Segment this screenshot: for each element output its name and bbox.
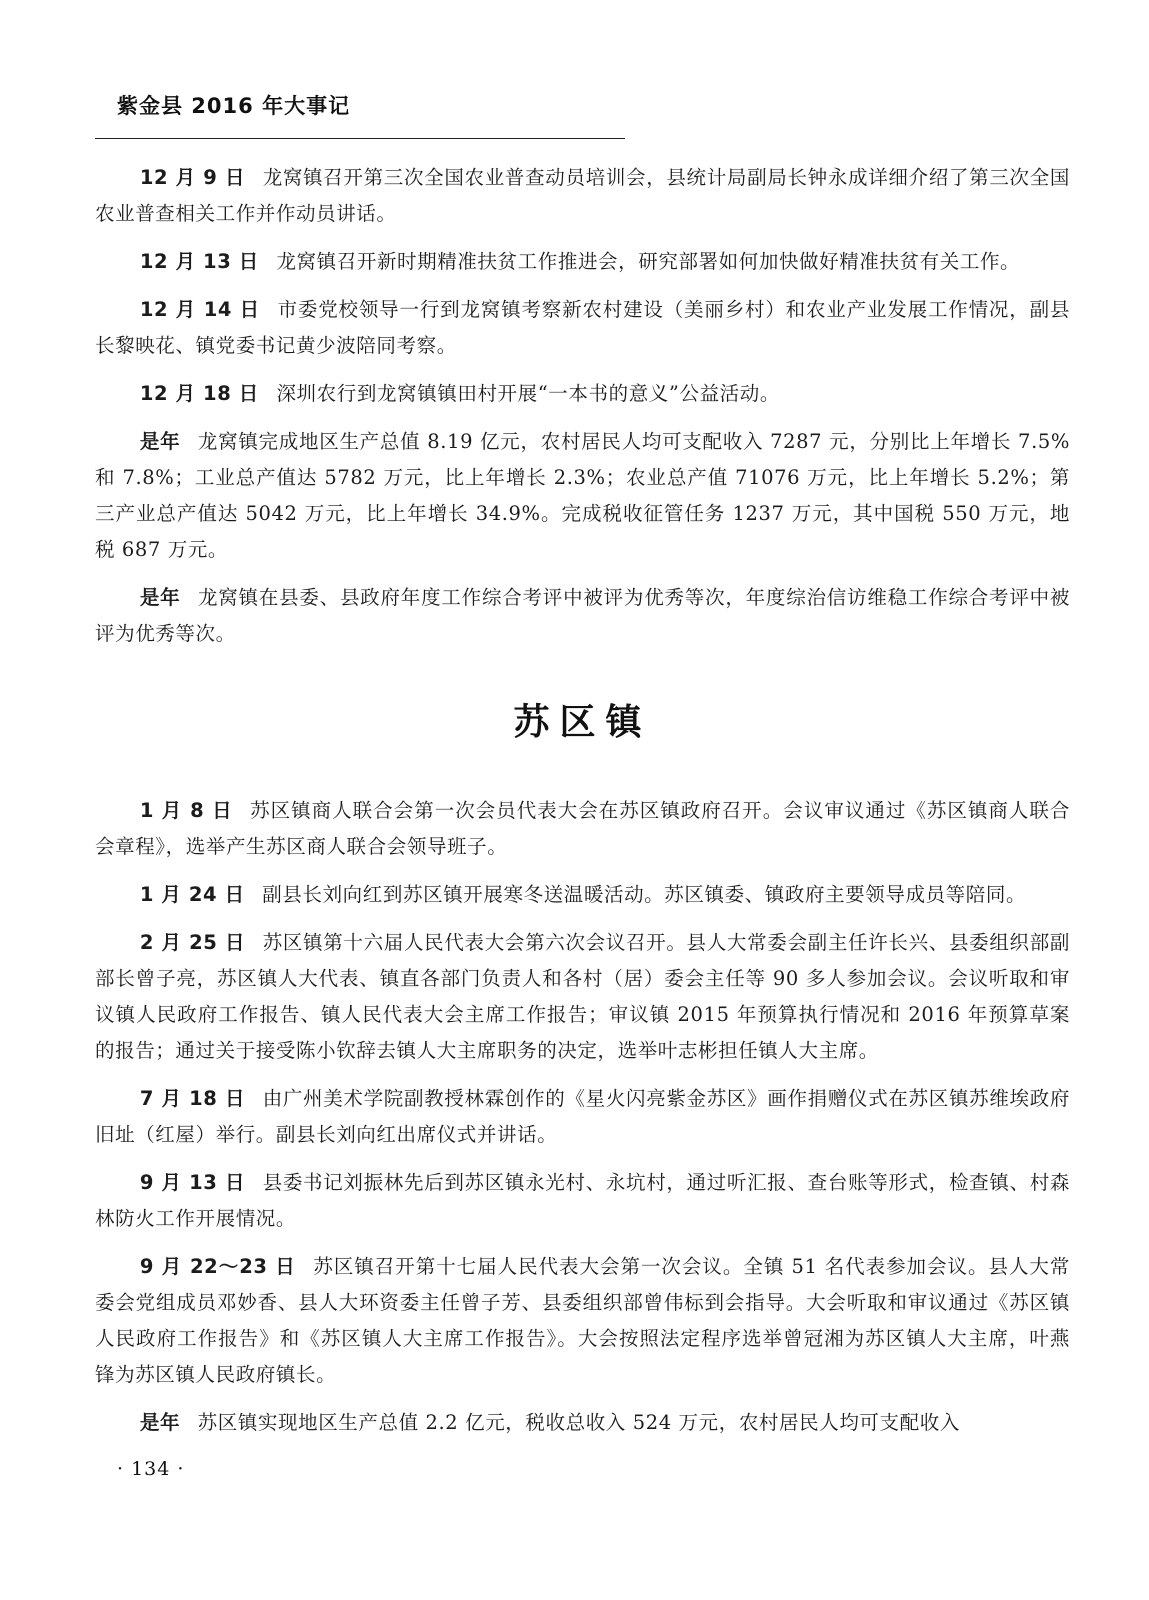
entry-date: 9 月 13 日 [139, 1171, 246, 1194]
entry-date: 12 月 13 日 [139, 250, 259, 273]
entry-longwo-2 [95, 244, 1070, 280]
entry-text: 苏区镇商人联合会第一次会员代表大会在苏区镇政府召开。会议审议通过《苏区镇商人联合会章程》，选举产生苏区商人联合会领导班子。 [95, 799, 1070, 858]
entry-longwo-4 [95, 376, 1070, 412]
header-rule [95, 138, 625, 139]
entry-suqu-5 [95, 1165, 1070, 1237]
entry-date: 是年 [139, 586, 181, 609]
entry-suqu-6 [95, 1249, 1070, 1393]
entry-date: 12 月 18 日 [139, 382, 259, 405]
entry-date: 9 月 22～23 日 [139, 1255, 296, 1278]
entry-suqu-3 [95, 925, 1070, 1069]
entry-date: 1 月 8 日 [139, 799, 233, 822]
entry-suqu-7 [95, 1405, 1070, 1441]
entry-text: 龙窝镇在县委、县政府年度工作综合考评中被评为优秀等次，年度综治信访维稳工作综合考评中被评为优秀等次。 [95, 586, 1070, 645]
entry-text: 龙窝镇完成地区生产总值 8.19 亿元，农村居民人均可支配收入 7287 元，分别比上年增长 7.5%和 7.8%；工业总产值达 5782 万元，比上年增长 2.3%；农业总产值 71076 万元，比上年增长 5.2%；第三产业总产值达 5042 万元，比上年增长 34.9%。完成税收征管任务 1237 万元，其中国税 550 万元，地税 687 万元。 [95, 430, 1071, 561]
entry-longwo-6 [95, 580, 1070, 652]
entry-date: 7 月 18 日 [139, 1087, 246, 1110]
entry-date: 是年 [139, 1411, 181, 1434]
entry-date: 12 月 14 日 [139, 298, 261, 321]
entry-longwo-3 [95, 292, 1070, 364]
entry-text: 县委书记刘振林先后到苏区镇永光村、永坑村，通过听汇报、查台账等形式，检查镇、村森林防火工作开展情况。 [95, 1171, 1070, 1230]
entry-date: 是年 [139, 430, 181, 453]
entry-text: 龙窝镇召开第三次全国农业普查动员培训会，县统计局副局长钟永成详细介绍了第三次全国农业普查相关工作并作动员讲话。 [95, 166, 1070, 225]
entry-text: 苏区镇召开第十七届人民代表大会第一次会议。全镇 51 名代表参加会议。县人大常委会党组成员邓妙香、县人大环资委主任曾子芳、县委组织部曾伟标到会指导。大会听取和审议通过《苏区镇人民政府工作报告》和《苏区镇人大主席工作报告》。大会按照法定程序选举曾冠湘为苏区镇人大主席，叶燕锋为苏区镇人民政府镇长。 [95, 1255, 1070, 1386]
entry-text: 副县长刘向红到苏区镇开展寒冬送温暖活动。苏区镇委、镇政府主要领导成员等陪同。 [262, 883, 1027, 906]
entry-longwo-5 [95, 424, 1070, 568]
entry-text: 龙窝镇召开新时期精准扶贫工作推进会，研究部署如何加快做好精准扶贫有关工作。 [276, 250, 1021, 273]
entry-text: 深圳农行到龙窝镇镇田村开展“一本书的意义”公益活动。 [276, 382, 780, 405]
running-head-title: 紫金县 2016 年大事记 [117, 94, 351, 118]
page-number: · 134 · [117, 1458, 185, 1480]
entry-suqu-1 [95, 793, 1070, 865]
entry-date: 2 月 25 日 [139, 931, 246, 954]
entry-date: 1 月 24 日 [139, 883, 245, 906]
entry-text: 由广州美术学院副教授林霖创作的《星火闪亮紫金苏区》画作捐赠仪式在苏区镇苏维埃政府旧址（红屋）举行。副县长刘向红出席仪式并讲话。 [95, 1087, 1070, 1146]
entry-date: 12 月 9 日 [139, 166, 246, 189]
section-title-suqu: 苏区镇 [513, 702, 652, 743]
entry-text: 苏区镇第十六届人民代表大会第六次会议召开。县人大常委会副主任许长兴、县委组织部副部长曾子亮，苏区镇人大代表、镇直各部门负责人和各村（居）委会主任等 90 多人参加会议。会议听取和审议镇人民政府工作报告、镇人民代表大会主席工作报告；审议镇 2015 年预算执行情况和 2016 年预算草案的报告；通过关于接受陈小钦辞去镇人大主席职务的决定，选举叶志彬担任镇人大主席。 [95, 931, 1070, 1062]
entry-text: 苏区镇实现地区生产总值 2.2 亿元，税收总收入 524 万元，农村居民人均可支配收入 [197, 1411, 960, 1434]
entry-text: 市委党校领导一行到龙窝镇考察新农村建设（美丽乡村）和农业产业发展工作情况，副县长黎映花、镇党委书记黄少波陪同考察。 [95, 298, 1070, 357]
page-body [95, 160, 1070, 1453]
entry-suqu-4 [95, 1081, 1070, 1153]
entry-suqu-2 [95, 877, 1070, 913]
entry-longwo-1 [95, 160, 1070, 232]
